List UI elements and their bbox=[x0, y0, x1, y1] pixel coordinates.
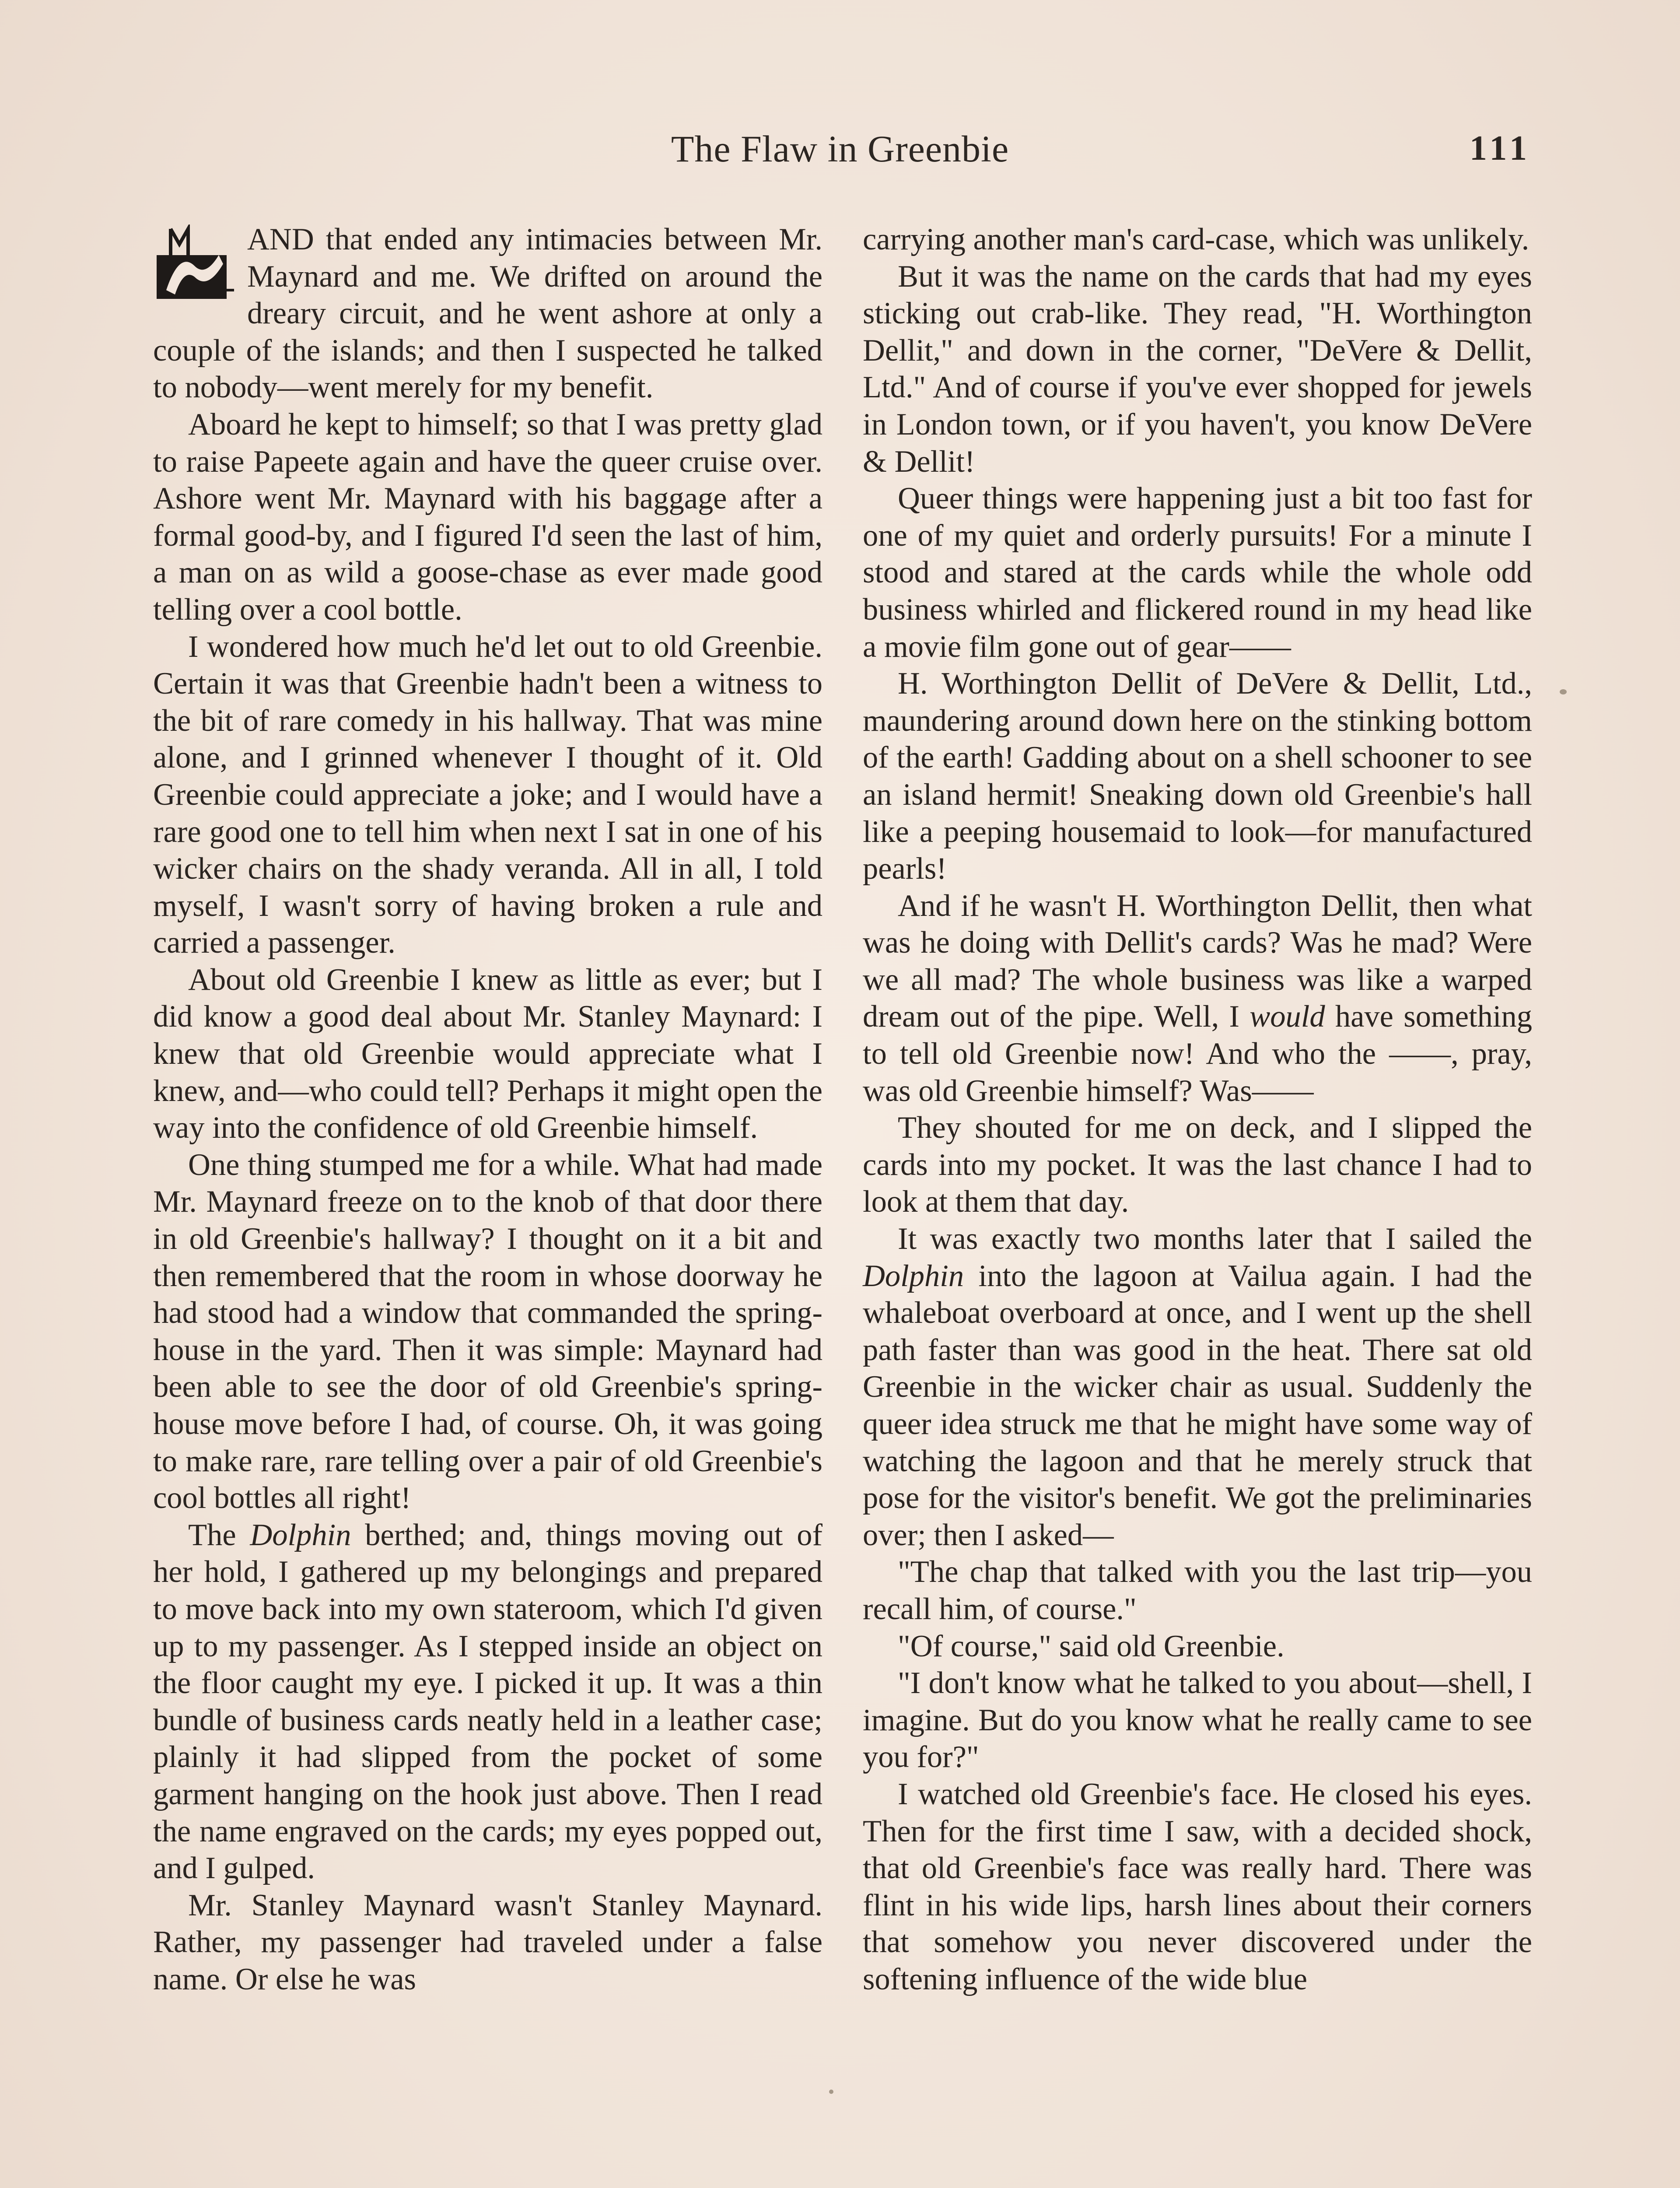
paragraph: Mr. Stanley Maynard wasn't Stanley Maynard. Rather, my passenger had traveled under a false name. Or else he was bbox=[153, 1888, 822, 1996]
page-title: The Flaw in Greenbie bbox=[671, 128, 1009, 170]
paragraph: But it was the name on the cards that had my eyes sticking out crab-like. They read, "H. Worthington Dellit," and down in the corner, "DeVere & Dellit, Ltd." And of course if you've ever shopped for jewels in London town, or if you haven't, you know DeVere & Dellit! bbox=[863, 259, 1532, 479]
paragraph: I watched old Greenbie's face. He closed his eyes. Then for the first time I saw, with a decided shock, that old Greenbie's face was really hard. There was flint in his wide lips, harsh lines about their corners that somehow you never discovered under the softening influence of the wide blue bbox=[863, 1777, 1532, 1996]
paper-speck bbox=[1560, 689, 1567, 694]
paragraph: "The chap that talked with you the last trip—you recall him, of course." bbox=[863, 1555, 1532, 1626]
page-number: 111 bbox=[1469, 129, 1531, 168]
right-column bbox=[863, 221, 1532, 1998]
emphasis: would bbox=[1250, 999, 1325, 1034]
running-header bbox=[149, 127, 1531, 193]
ship-name: Dolphin bbox=[863, 1259, 964, 1293]
text-run: The bbox=[188, 1518, 250, 1552]
text-run: into the lagoon at Vailua again. I had the whaleboat overboard at once, and I went up the shell path faster than was good in the heat. There sat old Greenbie in the wicker chair as usual. Suddenly the queer idea struck me that he might have some way of watching the lagoon and that he merely struck that pose for the visitor's benefit. We got the preliminaries over; then I asked— bbox=[863, 1259, 1532, 1552]
paragraph: AND that ended any intimacies between Mr. Maynard and me. We drifted on around the dreary circuit, and he went ashore at only a couple of the islands; and then I suspected he talked to nobody—went merely for my benefit. bbox=[153, 222, 822, 405]
paragraph: "I don't know what he talked to you about—shell, I imagine. But do you know what he really came to see you for?" bbox=[863, 1666, 1532, 1774]
paragraph bbox=[863, 1220, 1532, 1553]
paragraph: They shouted for me on deck, and I slipped the cards into my pocket. It was the last chance I had to look at them that day. bbox=[863, 1111, 1532, 1219]
paragraph: One thing stumped me for a while. What had made Mr. Maynard freeze on to the knob of that door there in old Greenbie's hallway? I thought on it a bit and then remembered that the room in whose doorway he had stood had a window that commanded the spring-house in the yard. Then it was simple: Maynard had been able to see the door of old Greenbie's spring-house move before I had, of course. Oh, it was going to make rare, rare telling over a pair of old Greenbie's cool bottles all right! bbox=[153, 1147, 822, 1515]
paragraph: H. Worthington Dellit of DeVere & Dellit, Ltd., maundering around down here on the stinking bottom of the earth! Gadding about on a shell schooner to see an island hermit! Sneaking down old Greenbie's hall like a peeping housemaid to look—for manufactured pearls! bbox=[863, 666, 1532, 886]
paragraph bbox=[153, 1517, 822, 1887]
paragraph: "Of course," said old Greenbie. bbox=[898, 1629, 1284, 1663]
ship-name: Dolphin bbox=[250, 1518, 351, 1552]
text-run: And if he wasn't H. Worthington Dellit, then what was he doing with Dellit's cards? Was he mad? Were we all mad? The whole business was like a warped dream out of the pipe. Well, I bbox=[863, 888, 1532, 1034]
paragraph: I wondered how much he'd let out to old Greenbie. Certain it was that Greenbie hadn't been a witness to the bit of rare comedy in his hallway. That was mine alone, and I grinned whenever I thought of it. Old Greenbie could appreciate a joke; and I would have a rare good one to tell him when next I sat in one of his wicker chairs on the shady veranda. All in all, I told myself, I wasn't sorry of having broken a rule and carried a passenger. bbox=[153, 629, 822, 960]
drop-cap-ornament bbox=[153, 224, 238, 308]
left-column bbox=[153, 221, 822, 1998]
text-run: have something to tell old Greenbie now! And who the ——, pray, was old Greenbie himself? Was—— bbox=[863, 999, 1532, 1108]
paragraph: Aboard he kept to himself; so that I was pretty glad to raise Papeete again and have the queer cruise over. Ashore went Mr. Maynard with his baggage after a formal good-by, and I figured I'd seen the last of him, a man on as wild a goose-chase as ever made good telling over a cool bottle. bbox=[153, 407, 822, 627]
paragraph: carrying another man's card-case, which was unlikely. bbox=[863, 222, 1530, 256]
paragraph: About old Greenbie I knew as little as ever; but I did know a good deal about Mr. Stanley Maynard: I knew that old Greenbie would appreciate what I knew, and—who could tell? Perhaps it might open the way into the confidence of old Greenbie himself. bbox=[153, 962, 822, 1145]
text-run: berthed; and, things moving out of her hold, I gathered up my belongings and prepared to move back into my own stateroom, which I'd given up to my passenger. As I stepped inside an object on the floor caught my eye. I picked it up. It was a thin bundle of business cards neatly held in a leather case; plainly it had slipped from the pocket of some garment hanging on the hook just above. Then I read the name engraved on the cards; my eyes popped out, and I gulped. bbox=[153, 1518, 823, 1886]
paragraph: Queer things were happening just a bit too fast for one of my quiet and orderly pursuits! For a minute I stood and stared at the cards while the whole odd business whirled and flickered round in my head like a movie film gone out of gear—— bbox=[863, 481, 1532, 664]
paragraph bbox=[863, 887, 1532, 1110]
paper-speck bbox=[829, 2090, 833, 2094]
text-run: It was exactly two months later that I sailed the bbox=[898, 1222, 1532, 1256]
